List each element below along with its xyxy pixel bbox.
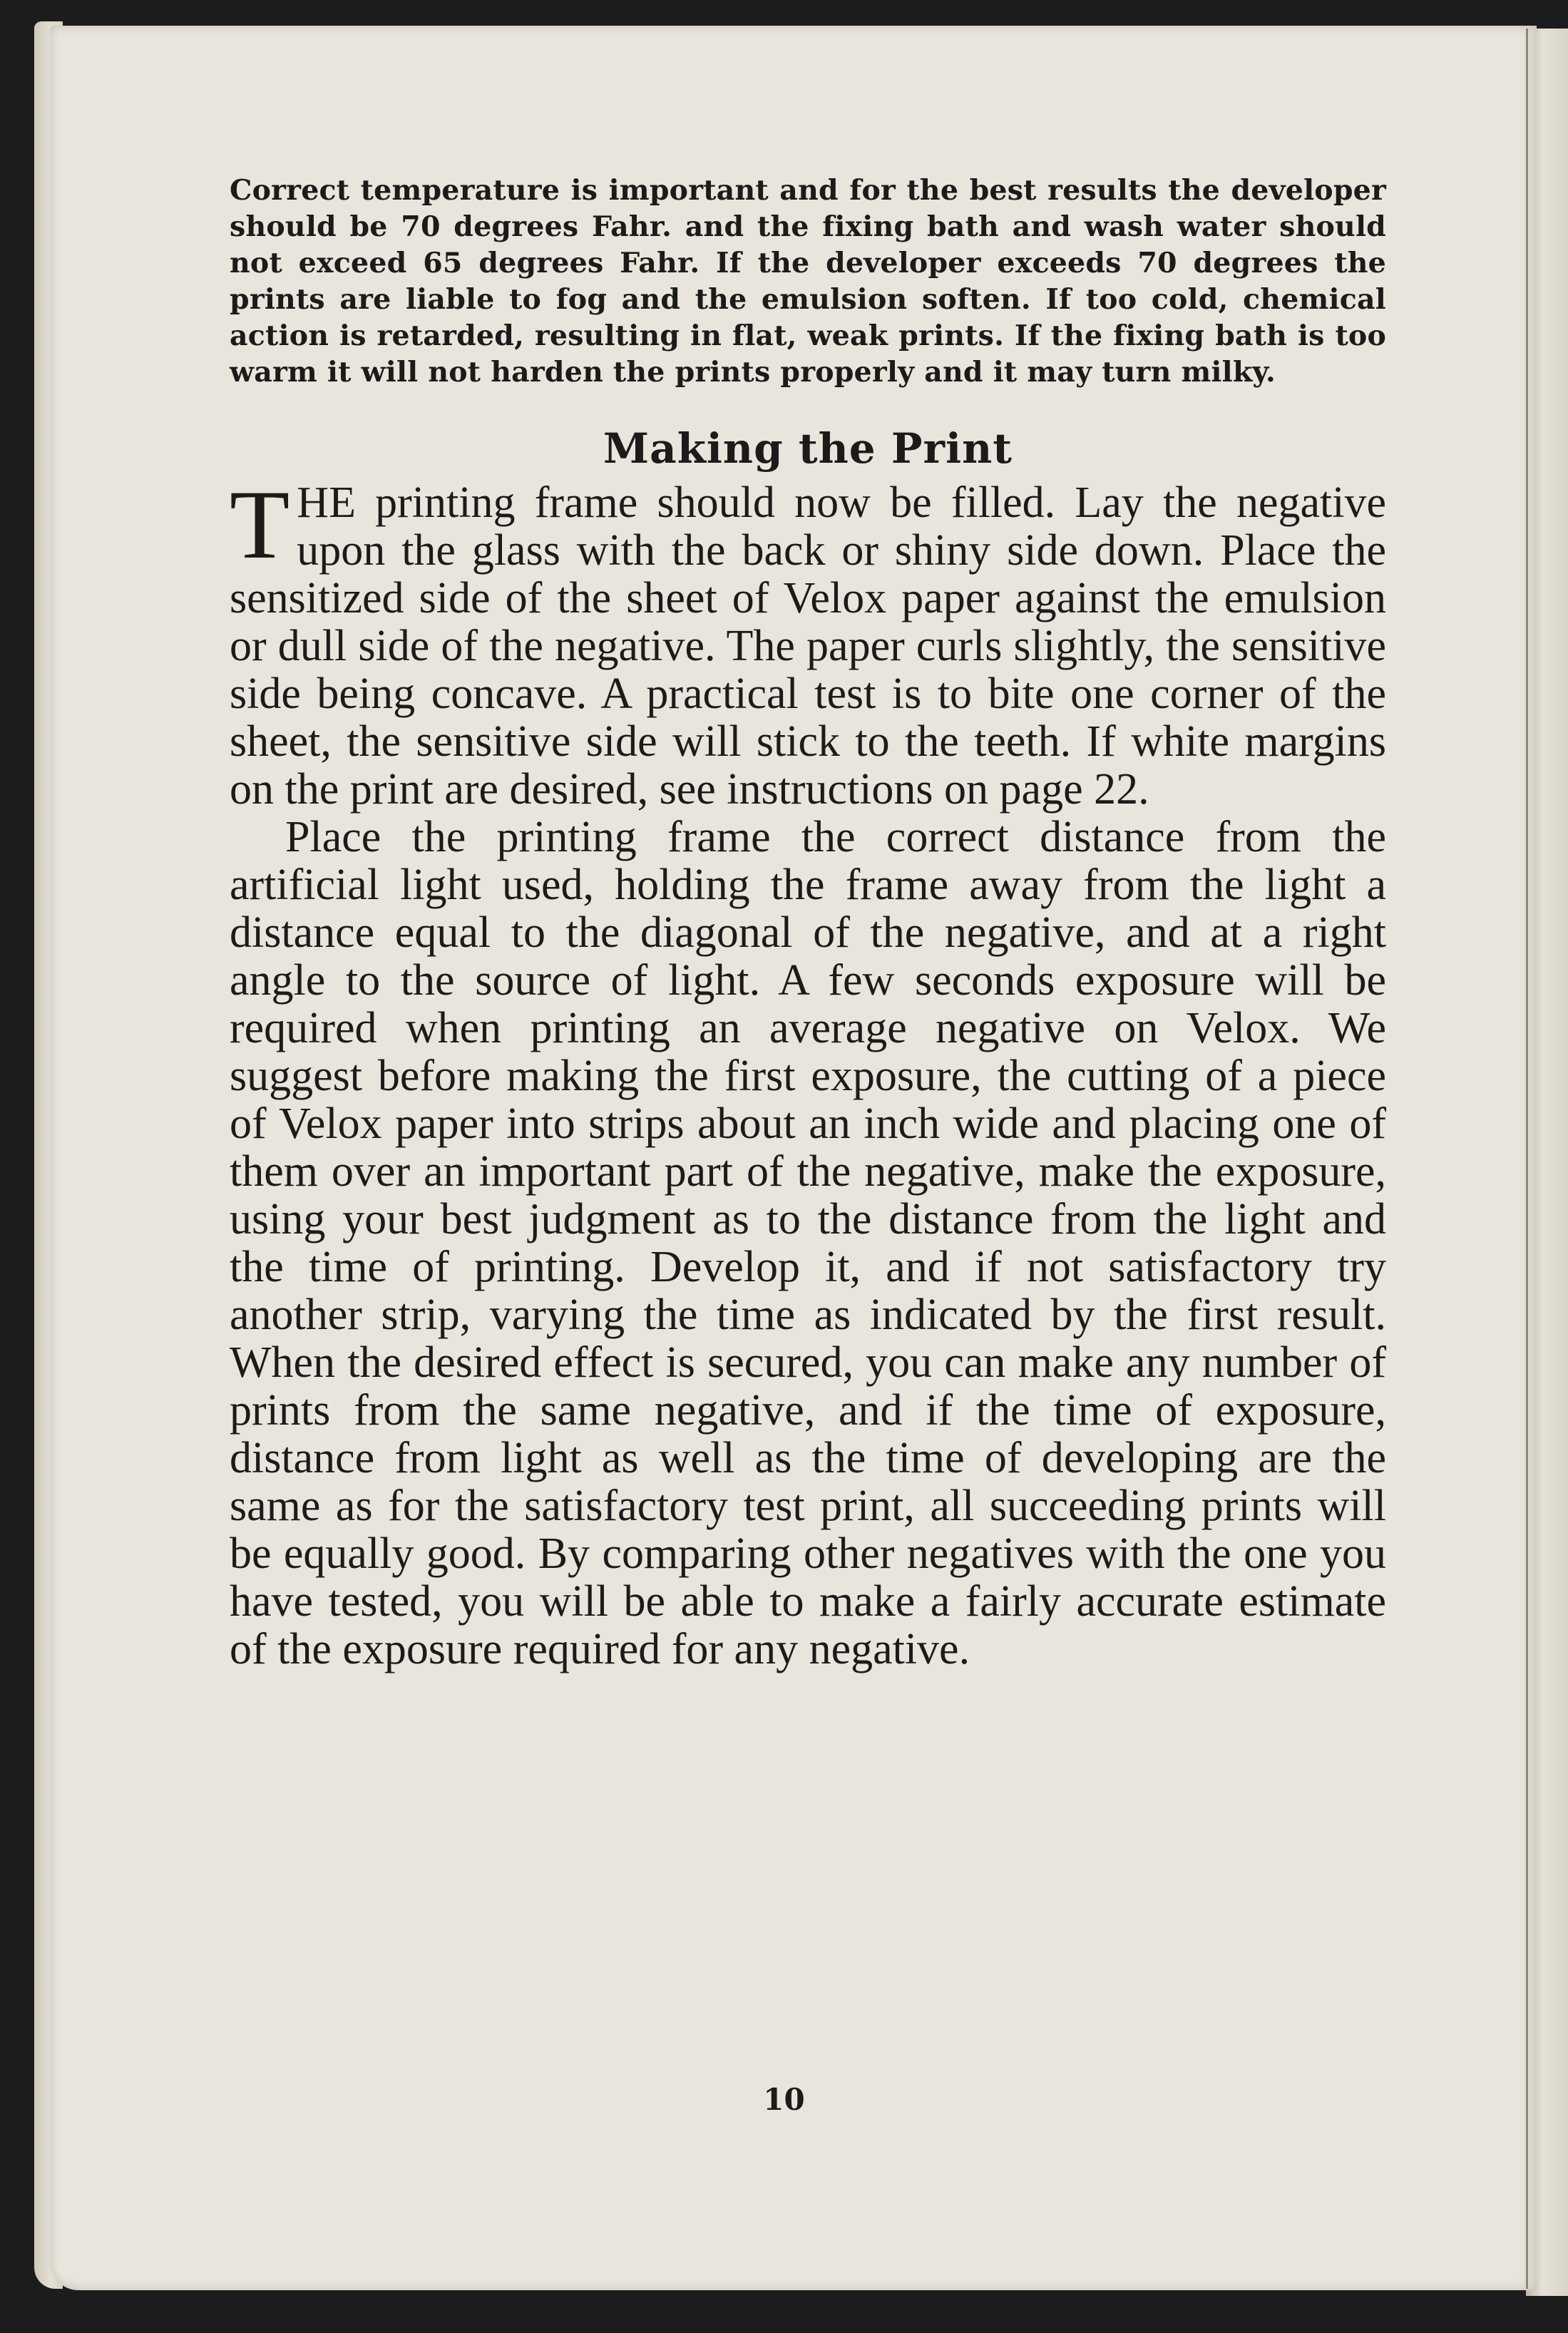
section-heading: Making the Print [603,424,1013,473]
paragraph-1-text: HE printing frame should now be filled. Lay the negative upon the glass with the back or shiny side down. Place the sensitized side of the sheet of Velox paper against the emulsion or dull side of the negative. The paper curls slightly, the sensitive side being concave. A practical test is to bite one corner of the sheet, the sensitive side will stick to the teeth. If white margins on the print are desired, see instructions on page 22. [230,478,1386,814]
page-gutter [1526,29,1528,2289]
page-content [230,173,1386,1673]
page-number: 10 [763,2082,805,2117]
drop-cap-letter: T [230,470,290,579]
body-paragraph-2: Place the printing frame the correct distance from the artificial light used, holding the frame away from the light a distance equal to the diagonal of the negative, and at a right angle to the source of light. A few seconds exposure will be required when printing an average negative on Velox. We suggest before making the first exposure, the cutting of a piece of Velox paper into strips about an inch wide and placing one of them over an important part of the negative, make the exposure, using your best judgment as to the distance from the light and the time of printing. Develop it, and if not satisfactory try another strip, varying the time as indicated by the first result. When the desired effect is secured, you can make any number of prints from the same negative, and if the time of exposure, distance from light as well as the time of developing are the same as for the satisfactory test print, all succeeding prints will be equally good. By comparing other negatives with the one you have tested, you will be able to make a fairly accurate estimate of the exposure required for any negative. [230,813,1386,1673]
intro-paragraph: Correct temperature is important and for the best results the developer should be 70 degrees Fahr. and the fixing bath and wash water should not exceed 65 degrees Fahr. If the developer exceeds 70 degrees the prints are liable to fog and the emulsion soften. If too cold, chemical action is retarded, resulting in flat, weak prints. If the fixing bath is too warm it will not harden the prints properly and it may turn milky. [230,174,1386,389]
body-paragraph-1 [230,470,1386,814]
